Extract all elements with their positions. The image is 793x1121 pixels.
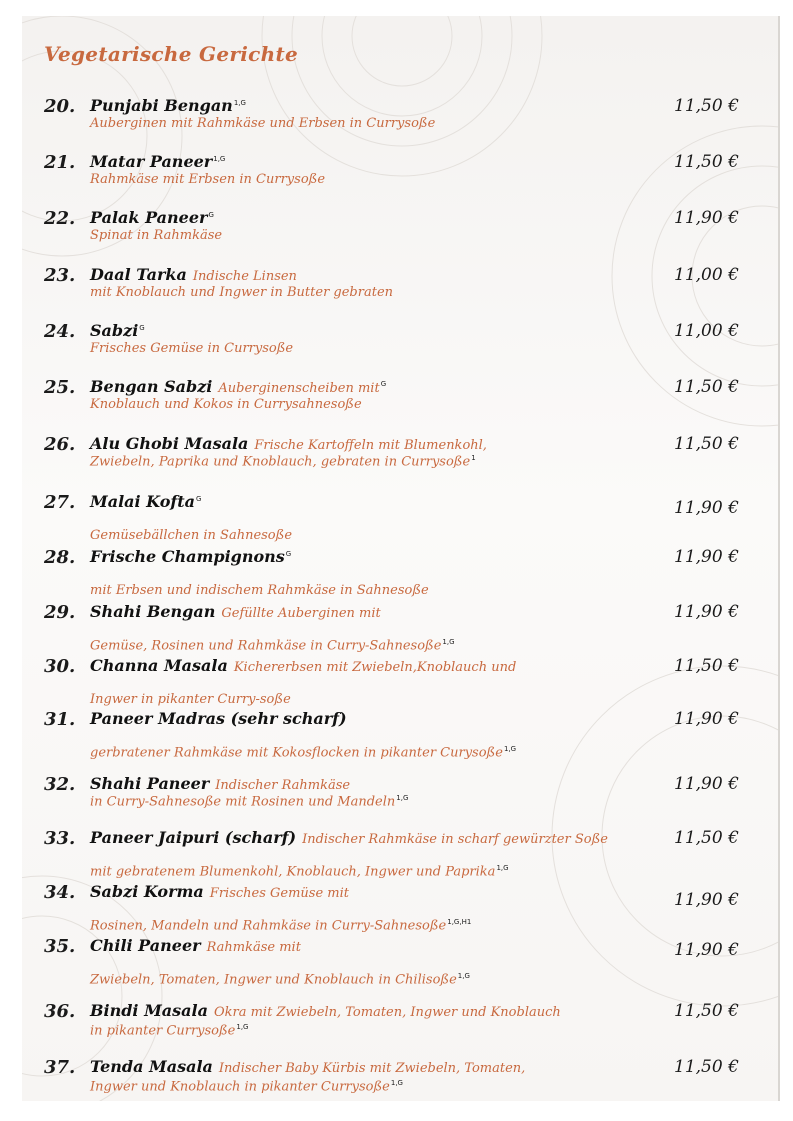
item-price: 11,90 € <box>674 498 739 518</box>
allergen-code: G <box>139 323 145 332</box>
item-price: 11,00 € <box>674 321 739 341</box>
item-number: 22. <box>44 208 76 229</box>
item-description <box>90 454 476 469</box>
item-name <box>90 774 350 793</box>
menu-page <box>22 16 780 1101</box>
item-description-text: Knoblauch und Kokos in Currysahnesoße <box>90 397 362 412</box>
item-price: 11,90 € <box>674 547 739 567</box>
item-number: 24. <box>44 321 76 342</box>
item-name-text: Chili Paneer <box>90 936 201 955</box>
menu-item <box>22 321 778 371</box>
item-number: 37. <box>44 1057 76 1078</box>
item-price: 11,90 € <box>674 602 739 622</box>
item-description-text: Zwiebeln, Paprika und Knoblauch, gebraten in Currysoße <box>90 454 471 470</box>
item-price: 11,90 € <box>674 890 739 910</box>
allergen-code: 1,G <box>390 1079 403 1087</box>
item-description <box>90 1023 248 1038</box>
menu-item <box>22 1057 778 1101</box>
item-inline-description: Frische Kartoffeln mit Blumenkohl, <box>254 438 487 453</box>
menu-item <box>22 377 778 427</box>
item-description-text: mit Knoblauch und Ingwer in Butter gebraten <box>90 285 394 300</box>
item-name <box>90 321 145 340</box>
item-name <box>90 434 487 453</box>
item-description <box>90 172 325 187</box>
item-name <box>90 492 201 511</box>
item-price: 11,50 € <box>674 656 739 676</box>
item-name-text: Alu Ghobi Masala <box>90 434 249 453</box>
menu-item <box>22 882 778 932</box>
item-inline-description: Indischer Baby Kürbis mit Zwiebeln, Tomaten, <box>218 1061 526 1076</box>
item-description <box>90 864 509 879</box>
item-name <box>90 1057 525 1076</box>
menu-item <box>22 434 778 484</box>
item-name <box>90 709 347 728</box>
item-name-text: Sabzi Korma <box>90 882 204 901</box>
item-name-text: Channa Masala <box>90 656 228 675</box>
item-price: 11,50 € <box>674 152 739 172</box>
item-number: 30. <box>44 656 76 677</box>
item-inline-description: Kichererbsen mit Zwiebeln,Knoblauch und <box>233 660 517 675</box>
menu-item <box>22 547 778 597</box>
item-name-text: Paneer Madras (sehr scharf) <box>90 709 347 728</box>
item-description <box>90 285 393 300</box>
allergen-code: 1,G <box>236 1023 249 1031</box>
item-name <box>90 656 516 675</box>
item-number: 25. <box>44 377 76 398</box>
item-name-text: Punjabi Bengan <box>90 96 233 115</box>
item-description-text: Rahmkäse mit Erbsen in Currysoße <box>90 172 326 187</box>
item-description <box>90 583 429 598</box>
item-description-text: Gemüsebällchen in Sahnesoße <box>90 528 293 543</box>
item-description-text: mit gebratenem Blumenkohl, Knoblauch, Ingwer und Paprika <box>90 864 496 880</box>
item-inline-description: Indischer Rahmkäse <box>215 778 351 793</box>
allergen-code: G <box>196 494 202 503</box>
item-name <box>90 828 608 847</box>
item-description <box>90 794 408 809</box>
item-description-text: mit Erbsen und indischem Rahmkäse in Sahnesoße <box>90 583 429 598</box>
menu-item <box>22 774 778 824</box>
allergen-code: 1,G,H1 <box>447 918 472 926</box>
item-price: 11,90 € <box>674 208 739 228</box>
item-number: 27. <box>44 492 76 513</box>
item-number: 35. <box>44 936 76 957</box>
item-price: 11,00 € <box>674 265 739 285</box>
item-name <box>90 1001 561 1020</box>
item-inline-description: Gefüllte Auberginen mit <box>221 606 381 621</box>
item-name-text: Daal Tarka <box>90 265 187 284</box>
allergen-code: 1,G <box>457 972 470 980</box>
item-inline-description: Okra mit Zwiebeln, Tomaten, Ingwer und Knoblauch <box>213 1005 561 1020</box>
menu-item <box>22 828 778 878</box>
item-description-text: Spinat in Rahmkäse <box>90 228 223 243</box>
item-description-text: Rosinen, Mandeln und Rahmkäse in Curry-Sahnesoße <box>90 918 447 934</box>
item-description <box>90 692 291 707</box>
item-inline-description: Auberginenscheiben mit <box>218 381 380 396</box>
item-price: 11,50 € <box>674 434 739 454</box>
item-price: 11,90 € <box>674 940 739 960</box>
item-price: 11,90 € <box>674 709 739 729</box>
item-name <box>90 882 349 901</box>
item-description-text: Auberginen mit Rahmkäse und Erbsen in Currysoße <box>90 116 436 131</box>
item-description-text: Gemüse, Rosinen und Rahmkäse in Curry-Sahnesoße <box>90 638 442 654</box>
item-number: 21. <box>44 152 76 173</box>
item-description <box>90 228 222 243</box>
item-description <box>90 528 292 543</box>
menu-item <box>22 492 778 542</box>
item-price: 11,50 € <box>674 1001 739 1021</box>
item-inline-description: Frisches Gemüse mit <box>209 886 349 901</box>
item-number: 26. <box>44 434 76 455</box>
menu-item <box>22 936 778 986</box>
item-price: 11,50 € <box>674 1057 739 1077</box>
item-name-text: Tenda Masala <box>90 1057 213 1076</box>
item-inline-description: Indische Linsen <box>192 269 297 284</box>
menu-item <box>22 656 778 706</box>
item-number: 34. <box>44 882 76 903</box>
item-description <box>90 341 293 356</box>
item-number: 31. <box>44 709 76 730</box>
item-price: 11,50 € <box>674 377 739 397</box>
item-name-text: Malai Kofta <box>90 492 196 511</box>
item-description-text: Zwiebeln, Tomaten, Ingwer und Knoblauch in Chilisoße <box>90 972 457 988</box>
item-description <box>90 745 516 760</box>
item-description <box>90 638 455 653</box>
allergen-code: G <box>285 549 292 558</box>
item-name <box>90 208 214 227</box>
item-number: 32. <box>44 774 76 795</box>
item-number: 28. <box>44 547 76 568</box>
item-name-text: Matar Paneer <box>90 152 213 171</box>
item-name-text: Bindi Masala <box>90 1001 208 1020</box>
menu-item <box>22 96 778 146</box>
item-name-text: Paneer Jaipuri (scharf) <box>90 828 297 847</box>
item-number: 33. <box>44 828 76 849</box>
item-name <box>90 265 297 284</box>
item-name <box>90 377 386 396</box>
item-description-text: Ingwer in pikanter Curry-soße <box>90 692 291 707</box>
item-name <box>90 152 225 171</box>
menu-item <box>22 152 778 202</box>
item-description-text: Ingwer und Knoblauch in pikanter Currysoße <box>90 1079 390 1095</box>
item-description <box>90 972 470 987</box>
item-name-text: Shahi Bengan <box>90 602 216 621</box>
allergen-code: 1,G <box>213 154 226 163</box>
item-description <box>90 918 471 933</box>
item-name <box>90 936 301 955</box>
allergen-code: 1,G <box>396 794 409 802</box>
menu-item <box>22 1001 778 1051</box>
item-inline-description: Indischer Rahmkäse in scharf gewürzter Soße <box>302 832 608 847</box>
item-name-text: Shahi Paneer <box>90 774 210 793</box>
item-price: 11,50 € <box>674 96 739 116</box>
item-description-text: gerbratener Rahmkäse mit Kokosflocken in pikanter Curysoße <box>90 745 503 761</box>
item-description <box>90 116 435 131</box>
item-number: 20. <box>44 96 76 117</box>
allergen-code: G <box>380 379 387 388</box>
menu-item <box>22 709 778 759</box>
menu-item <box>22 265 778 315</box>
allergen-code: 1,G <box>503 745 517 753</box>
item-name <box>90 602 381 621</box>
allergen-code: 1,G <box>442 638 455 646</box>
item-description <box>90 1079 403 1094</box>
allergen-code: 1,G <box>233 98 246 107</box>
allergen-code: 1 <box>471 454 476 462</box>
menu-item <box>22 602 778 652</box>
item-description-text: in Curry-Sahnesoße mit Rosinen und Mandeln <box>90 794 396 810</box>
allergen-code: 1,G <box>496 864 509 872</box>
item-number: 29. <box>44 602 76 623</box>
item-price: 11,50 € <box>674 828 739 848</box>
item-name <box>90 96 246 115</box>
item-name-text: Bengan Sabzi <box>90 377 213 396</box>
item-number: 23. <box>44 265 76 286</box>
item-description-text: in pikanter Currysoße <box>90 1023 236 1039</box>
item-name-text: Sabzi <box>90 321 139 340</box>
item-inline-description: Rahmkäse mit <box>206 940 301 955</box>
item-price: 11,90 € <box>674 774 739 794</box>
item-description-text: Frisches Gemüse in Currysoße <box>90 341 294 356</box>
section-title: Vegetarische Gerichte <box>44 42 299 66</box>
item-name-text: Palak Paneer <box>90 208 208 227</box>
item-name-text: Frische Champignons <box>90 547 285 566</box>
allergen-code: G <box>208 210 214 219</box>
item-number: 36. <box>44 1001 76 1022</box>
item-name <box>90 547 291 566</box>
menu-item <box>22 208 778 258</box>
item-description <box>90 397 362 412</box>
